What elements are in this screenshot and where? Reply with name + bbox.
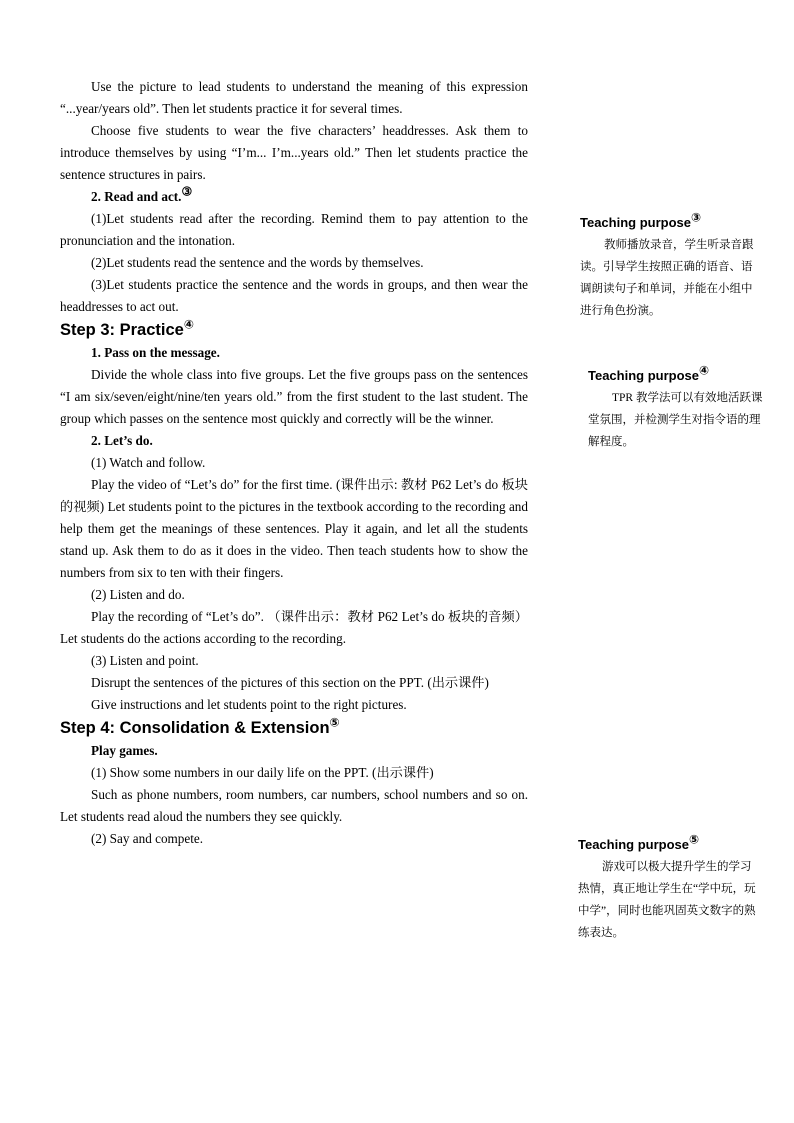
main-column (60, 76, 528, 850)
games-item-1-text: Such as phone numbers, room numbers, car numbers, school numbers and so on. Let students read aloud the numbers they see quickly. (60, 787, 528, 824)
lets-do-title: 2. Let’s do. (91, 433, 153, 448)
listen-do-title: (2) Listen and do. (91, 587, 185, 602)
teaching-purpose-4 (588, 365, 768, 453)
teaching-purpose-4-heading (588, 365, 768, 387)
play-games-title: Play games. (91, 743, 158, 758)
read-and-act-title: 2. Read and act. (91, 189, 182, 204)
teaching-purpose-3-heading (580, 212, 760, 234)
paragraph-picture-lead: Use the picture to lead students to understand the meaning of this expression “...year/years old”. Then let students practice it for several times. (60, 79, 528, 116)
read-act-item-1: (1)Let students read after the recording. Remind them to pay attention to the pronunciation and the intonation. (60, 211, 528, 248)
games-item-1-title: (1) Show some numbers in our daily life on the PPT. (出示课件) (91, 765, 434, 780)
teaching-purpose-5-marker: ⑤ (689, 832, 700, 847)
read-act-item-2: (2)Let students read the sentence and the words by themselves. (91, 255, 424, 270)
listen-point-title: (3) Listen and point. (91, 653, 199, 668)
teaching-purpose-4-text: TPR 教学法可以有效地活跃课堂氛围，并检测学生对指令语的理解程度。 (588, 392, 763, 448)
listen-point-text-2: Give instructions and let students point to the right pictures. (91, 697, 407, 712)
pass-message-text: Divide the whole class into five groups. Let the five groups pass on the sentences “I am six/seven/eight/nine/ten years old.” from the first student to the last student. The group which passes on the sentence most quickly and correctly will be the winner. (60, 367, 528, 426)
teaching-purpose-5-title: Teaching purpose (578, 837, 689, 852)
read-and-act-heading (60, 186, 528, 208)
teaching-purpose-5-text: 游戏可以极大提升学生的学习热情，真正地让学生在“学中玩，玩中学”，同时也能巩固英文数字的熟练表达。 (578, 861, 756, 939)
footnote-marker-4: ④ (183, 317, 194, 332)
footnote-marker-5: ⑤ (329, 715, 340, 730)
teaching-purpose-3-marker: ③ (691, 210, 702, 225)
pass-message-title: 1. Pass on the message. (91, 345, 220, 360)
watch-follow-text: Play the video of “Let’s do” for the first time. (课件出示: 教材 P62 Let’s do 板块的视频) Let students point to the pictures in the textbook according to the recording and help them get the meanings of these sentences. Play it again, and let all the students stand up. Ask them to do as it does in the video. Then teach students how to show the numbers from six to ten with their fingers. (60, 477, 528, 580)
teaching-purpose-3-title: Teaching purpose (580, 215, 691, 230)
games-item-2-title: (2) Say and compete. (91, 831, 204, 846)
read-act-item-3: (3)Let students practice the sentence and the words in groups, and then wear the headdresses to act out. (60, 277, 528, 314)
paragraph-headdresses: Choose five students to wear the five characters’ headdresses. Ask them to introduce themselves by using “I’m... I’m...years old.” Then let students practice the sentence structures in pairs. (60, 123, 528, 182)
teaching-purpose-5-heading (578, 834, 758, 856)
listen-point-text: Disrupt the sentences of the pictures of this section on the PPT. (出示课件) (91, 675, 489, 690)
step4-heading (60, 716, 528, 740)
teaching-purpose-4-title: Teaching purpose (588, 368, 699, 383)
watch-follow-title: (1) Watch and follow. (91, 455, 206, 470)
step3-heading (60, 318, 528, 342)
teaching-purpose-3-text: 教师播放录音，学生听录音跟读。引导学生按照正确的语音、语调朗读句子和单词，并能在小组中进行角色扮演。 (580, 239, 754, 317)
step3-title: Step 3: Practice (60, 321, 184, 339)
footnote-marker-3: ③ (181, 184, 193, 199)
listen-do-text: Play the recording of “Let’s do”. （课件出示：教材 P62 Let’s do 板块的音频）Let students do the actions according to the recording. (60, 609, 528, 646)
teaching-purpose-4-marker: ④ (699, 363, 710, 378)
step4-title: Step 4: Consolidation & Extension (60, 719, 330, 737)
teaching-purpose-3 (580, 212, 760, 322)
teaching-purpose-5 (578, 834, 758, 944)
